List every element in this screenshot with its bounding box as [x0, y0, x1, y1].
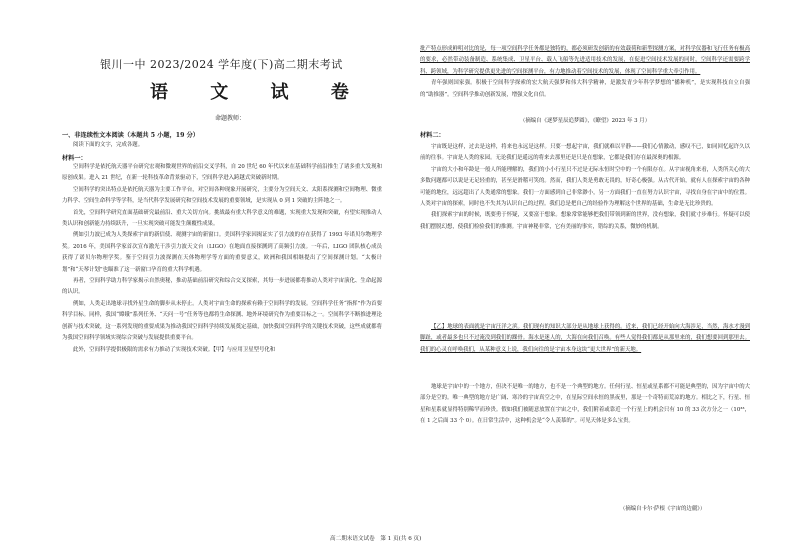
right-bottom-text [420, 382, 750, 478]
right-mid-text [420, 142, 750, 318]
left-column-text [62, 162, 382, 528]
right-paragraph: 地球是宇宙中的一个地方，但决不是唯一的地方，也不是一个典型的地方。任何行星、恒星或星系都不可能是典型的，因为宇宙中的大部分是空的。唯一典型的地方是广阔、寒冷的宇宙真空之中，在星际空间永恒的黑夜里，那是一个奇特而荒凉的地方。相比之下，行星、恒星和星系就显得特别稀罕而珍贵。假如我们被随意放置在宇宙之中，我们附着或靠近一个行星上的机会只有 10 的 33 次方分之一（10³³，在 1 之后面 33 个 0）。在日常生活中，这种机会是“令人羡慕的”。可见天体是多么宝贵。 [420, 384, 750, 425]
underlined-passage [420, 322, 750, 380]
left-paragraph: 空间科学是依托航天器平台研究宏观和微观世界的前沿交叉学科，自 20 世纪 60 年代以来在基础科学前沿推生了诸多重大发现和原创成果。进入 21 世纪，在新一轮科技革命背景驱动下，空间科学进入跨越式突破新时期。 [62, 164, 382, 182]
left-paragraph: 首先，空间科学研究直面基础研究最前沿、重大关切方向。挑战最有重大科学意义的难题，实现重大发现和突破，有望实现推动人类认识和创新能力持续跃升，一旦实现突破可能发生颠覆性成果。 [62, 209, 382, 228]
source-citation-1: （摘编自《逐梦星辰追梦圆》，《瞭望》2023 年 3 月） [520, 118, 651, 124]
material2-heading: 材料二： [420, 132, 445, 139]
instruction: 阅读下面的文字，完成各题。 [73, 142, 144, 148]
material1-heading: 材料一： [62, 155, 87, 162]
left-paragraph: 空间科学的突出特点是依托航天器为主要工作平台，对空间各种现象开展研究，主要分为空间天文、太阳系探测和空间物理、微重力科学、空间生命科学等学科，是当代科学发展研究和空间技术发展的重要领域，是实现从 0 到 1 突破的主阵地之一。 [62, 186, 382, 205]
source-citation-2: （摘编自卡尔·萨根《宇宙的边疆》） [620, 506, 706, 512]
right-top-text [420, 44, 750, 114]
right-paragraph: 青年强则国家强。积极于空间科学探索的宏大航天强梦和伟大科学精神，是激发青少年科学梦想的“播种机”，是实现科技自立自强的“助推器”。空间科学推动创新发展，增强文化自信。 [420, 80, 750, 98]
right-paragraph: 宇宙的大小和年龄是一般人所能理解的，我们的小小行星只不过是无际永恒时空中的一个有限存在。从宇宙视角来看，人类所关心的大多数问题都可以说是无足轻重的，甚至是滑稽可笑的。然而，我们人类是勇敢无畏的，好奇心极强。从古代开始，就有人在探索宇宙的各种可能的地位，远远超出了人类通常的想象。我们一方面感到自己非常渺小，另一方面我们一直在努力认识宇宙，寻找自身在宇宙中的位置。人类对宇宙的探索，同时也不失其为认识自己的过程。我们总是把自己的经验作为理解这个世界的基础，生命是无比珍贵的。 [420, 166, 750, 208]
page-footer: 高二期末语文试卷 第 1 页(共 6 页) [330, 536, 422, 542]
section-heading: 一、非连续性文本阅读（本题共 5 小题，19 分） [62, 132, 199, 139]
left-paragraph: 例如引力波已成为人类探索宇宙的新信使、观测宇宙的新窗口。美国科学家因揭证实了引力波的存在获得了 1993 年诺贝尔物理学奖。2016 年，美国科学家首次宣布激光干涉引力波天文台（LIGO）在地面直接探测到了高频引力波。一年后，LIGO 团队核心成员获得了诺贝尔物理学奖。鉴于空间引力波探测在天体物理学等方面的重要意义，欧洲和我国相继提出了空间探测计划。“太极计划”和“天琴计划”也瞄准了这一新窗口孕育的重大科学机遇。 [62, 232, 382, 273]
underlined-paragraph: 【乙】地球的表面就是宇宙汪洋之滨。我们现有的知识大部分是从地球上获得的。近来，我们已经开始向大海涉足，当然，海水才漫到脚趾，或者最多也只不过淹没到我们的踝骨。海水是迷人的，大海在向我们召唤。有些人觉得我们都是从那里来的，我们想要回到那里去。我们的心灵在呼唤我们，从某种意义上说，我们向往的是宇宙本身这块“更大世界”的新天地。 [420, 324, 750, 353]
right-paragraph: 我们探索宇宙的时候，既要勇于怀疑，又要富于想象。想象常常能够把我们带领到新的世界，没有想象，我们就寸步难行。怀疑可以使我们摆脱幻想，使我们检验我们的推测。宇宙神秘非常，它有美丽的事实，错综的关系，微妙的机制。 [420, 212, 750, 230]
left-paragraph: 此外，空间科学提供极限的需求有力推动了实现技术突破。【甲】与应用卫星型号化和 [73, 346, 276, 353]
right-paragraph: 批产特点形成鲜明对比的是，每一项空间科学任务都是独特的，都必须研发创新的有效载荷和新型探测方案，对科学仪器和飞行任务有极高的要求，必然带动装备制造、系统集成、卫星平台、载人飞船等先进适用技术的发展，在促进空间技术发展的同时，空间科学还需要跨学科、跨领域，为科学研究提供更先进的空间探测平台，有力地推动着空间技术的发展，体现了空间科学重大牵引作用。 [420, 46, 750, 75]
school-title: 银川一中 2023/2024 学年度(下)高二期末考试 [100, 58, 343, 71]
left-paragraph: 再者，空间科学助力科学家揭示自然奥秘，推动基础前沿研究和综合交叉探索，其每一步进展都将推动人类对宇宙演化、生命起源的认识。 [62, 278, 382, 296]
right-paragraph: 宇宙既是这样，过去是这样，将来也永远是这样。只要一想起宇宙，我们就难以平静——我们心情激动，感叹不已，如同回忆起许久以前的往事。宇宙是人类的家园。无论我们是遥远的将来去那里还是只是在想象，它都是我们存在最深奥的根源。 [420, 144, 750, 162]
left-paragraph: 例如，人类走出地球寻找外星生命的脚步从未停止。人类对宇宙生命的探索有赖于空间科学的发展。空间科学任务“指挥”作为首要科学目标。同样，我国“嫦娥”系列任务、“天问一号”任务等也都将生命探测、地外环境研究作为重要目标之一。空间科学不断推进理论创新与技术突破，这一系列发现的重要成果为推动我国空间科学持续发展奠定基础，加快我国空间科学的关键技术突破，这些成就都将为我国空间科学领域实现综合突破与发展提供重要平台。 [62, 300, 382, 342]
author-label: 命题教师： [215, 115, 246, 122]
paper-title: 语 文 试 卷 [150, 82, 367, 103]
